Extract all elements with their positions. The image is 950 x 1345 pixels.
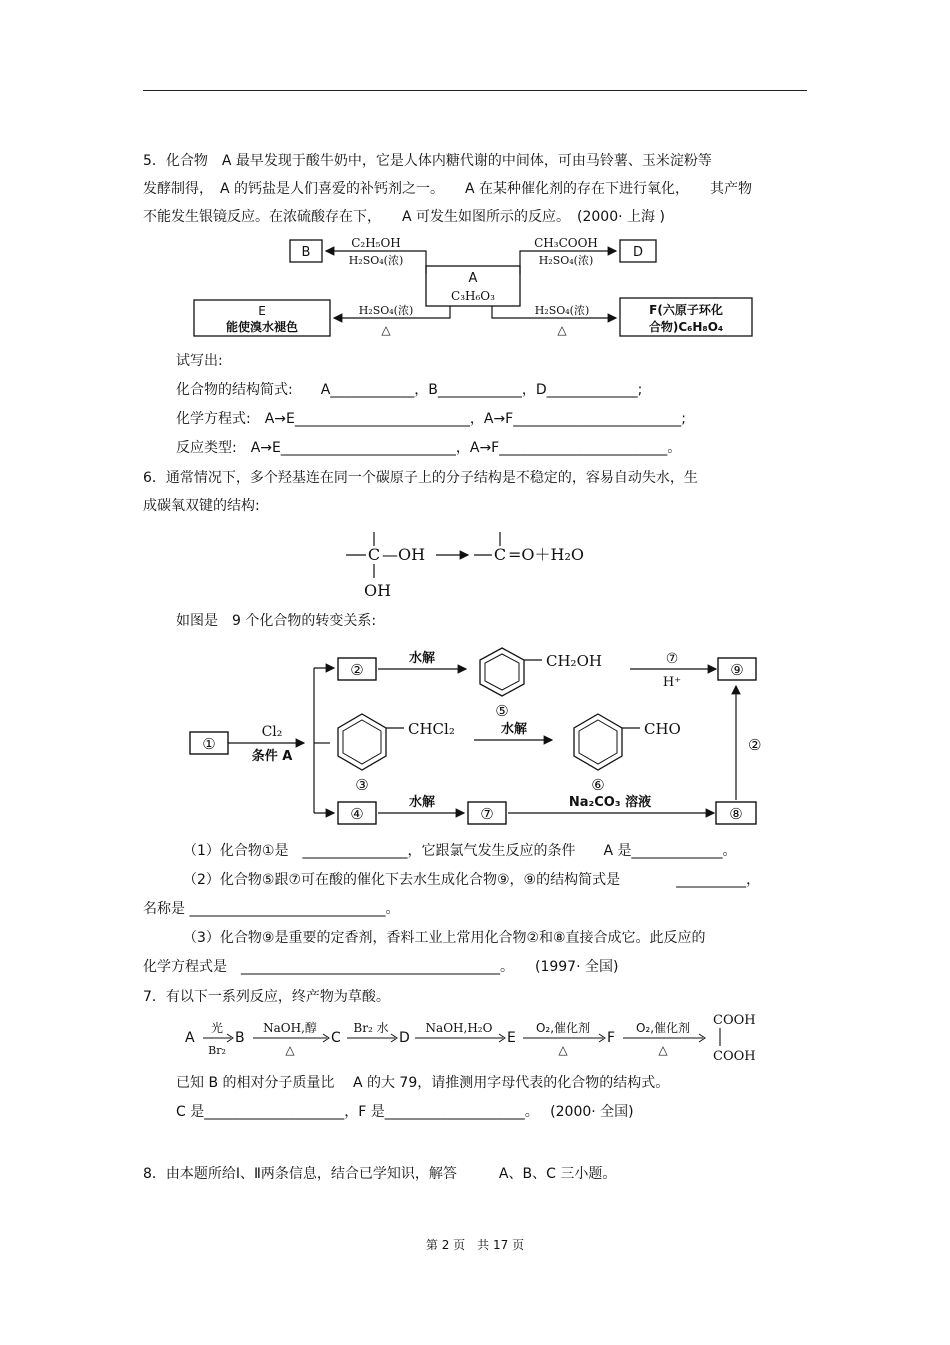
arrow-a-to-b-top: C₂H₅OH <box>351 236 401 250</box>
label-chcl2: CHCl₂ <box>408 720 455 738</box>
q8-line-1: 8．由本题所给Ⅰ、Ⅱ两条信息，结合已学知识，解答 A、B、C 三小题。 <box>143 1166 617 1182</box>
node-9-label: ⑨ <box>730 661 744 679</box>
chain-c: C <box>331 1030 341 1046</box>
q6-line-1: 6．通常情况下，多个羟基连在同一个碳原子上的分子结构是不稳定的，容易自动失水，生 <box>143 470 698 486</box>
q5-type-line: 反应类型: A→E_________________________，A→F________________________。 <box>176 440 682 456</box>
page-footer: 第 2 页 共 17 页 <box>425 1238 525 1252</box>
label-catalyst-7: ⑦ <box>665 651 679 667</box>
box-e-line1: E <box>258 304 266 318</box>
node-3-label: ③ <box>355 776 369 794</box>
box-a-line1: A <box>468 271 478 286</box>
eq-right: =O＋H₂O <box>508 545 585 564</box>
node-2-label: ② <box>350 661 364 679</box>
q5-line-3: 不能发生银镜反应。在浓硫酸存在下， A 可发生如图所示的反应。 (2000· 上海 ) <box>143 209 665 225</box>
header-rule <box>143 90 807 91</box>
label-ch2oh: CH₂OH <box>546 652 602 670</box>
box-e-line2: 能使溴水褪色 <box>225 320 299 334</box>
arrow-a-to-d-top: CH₃COOH <box>534 236 598 250</box>
arrow-a-to-f-bottom: △ <box>557 323 567 337</box>
node-4-label: ④ <box>350 805 364 823</box>
label-reagent-2: ② <box>748 736 762 754</box>
q6-sub-3a: （3）化合物⑨是重要的定香剂，香料工业上常用化合物②和⑧直接合成它。此反应的 <box>183 930 706 946</box>
q5-ask: 试写出: <box>176 353 223 369</box>
label-cl2: Cl₂ <box>261 724 283 740</box>
box-f-line1: F(六原子环化 <box>649 303 723 317</box>
q6-sub-2a: （2）化合物⑤跟⑦可在酸的催化下去水生成化合物⑨，⑨的结构简式是 __________， <box>183 872 761 888</box>
chain-guang: 光 <box>210 1021 224 1035</box>
label-hydrolysis-1: 水解 <box>408 651 436 666</box>
q6-line-2: 成碳氧双键的结构: <box>143 498 260 514</box>
chain-delta-2: △ <box>558 1043 568 1057</box>
chain-cooh-top: COOH <box>713 1013 756 1028</box>
q5-line-1: 5．化合物 A 最早发现于酸牛奶中，它是人体内糖代谢的中间体，可由马铃薯、玉米淀粉等 <box>143 153 712 169</box>
node-8-label: ⑧ <box>729 805 743 823</box>
chain-o2-catalyst-2: O₂,催化剂 <box>635 1021 691 1035</box>
q5-structure-line: 化合物的结构简式: A____________，B____________，D_____________; <box>176 382 643 398</box>
label-hydrolysis-2: 水解 <box>500 722 528 737</box>
q6-sub-3b: 化学方程式是 _____________________________________。 (1997· 全国) <box>143 959 619 975</box>
node-1-label: ① <box>202 735 216 753</box>
svg-text:C: C <box>493 545 507 564</box>
chain-e: E <box>507 1030 516 1046</box>
box-b-label: B <box>301 245 311 260</box>
chain-o2-catalyst-1: O₂,催化剂 <box>535 1021 591 1035</box>
box-f-line2: 合物)C₆H₈O₄ <box>648 320 724 334</box>
arrow-a-to-e-top: H₂SO₄(浓) <box>358 304 414 317</box>
chain-a: A <box>185 1030 195 1046</box>
label-na2co3: Na₂CO₃ 溶液 <box>568 795 652 810</box>
q6-sub-1: （1）化合物①是 _______________，它跟氯气发生反应的条件 A 是_____________。 <box>183 843 737 859</box>
chain-br2-water: Br₂ 水 <box>353 1021 389 1035</box>
q6-transformation-diagram <box>186 640 766 830</box>
q6-intro: 如图是 9 个化合物的转变关系: <box>176 613 377 629</box>
box-a-line2: C₃H₆O₃ <box>451 289 495 303</box>
chain-f: F <box>607 1030 616 1046</box>
node-7-label: ⑦ <box>480 805 494 823</box>
q7-answer: C 是____________________，F 是____________________。 (2000· 全国) <box>176 1104 634 1120</box>
q6-dehydration-equation <box>340 526 620 602</box>
eq-bottom-oh: OH <box>364 581 392 600</box>
label-h-plus: H⁺ <box>662 675 682 690</box>
eq-left-oh: —OH <box>382 545 426 564</box>
label-cho: CHO <box>644 720 681 738</box>
q7-known: 已知 B 的相对分子质量比 A 的大 79，请推测用字母代表的化合物的结构式。 <box>176 1075 670 1091</box>
q5-line-2: 发酵制得， A 的钙盐是人们喜爱的补钙剂之一。 A 在某种催化剂的存在下进行氧化， 其产物 <box>143 181 753 197</box>
chain-delta-1: △ <box>285 1043 295 1057</box>
q7-reaction-chain <box>183 1010 773 1066</box>
svg-text:C: C <box>367 545 381 564</box>
node-6-label: ⑥ <box>591 776 605 794</box>
chain-d: D <box>399 1030 410 1046</box>
node-5-label: ⑤ <box>495 702 509 720</box>
label-hydrolysis-3: 水解 <box>408 795 436 810</box>
chain-naoh-h2o: NaOH,H₂O <box>425 1021 493 1035</box>
chain-cooh-bottom: COOH <box>713 1049 756 1064</box>
arrow-a-to-b-bottom: H₂SO₄(浓) <box>348 254 404 267</box>
arrow-a-to-e-bottom: △ <box>381 323 391 337</box>
q5-reaction-diagram <box>180 234 760 342</box>
q5-equation-line: 化学方程式: A→E_________________________，A→F________________________; <box>176 411 686 427</box>
label-condition-a: 条件 A <box>251 749 293 764</box>
arrow-a-to-d-bottom: H₂SO₄(浓) <box>538 254 594 267</box>
chain-br2: Br₂ <box>208 1044 226 1057</box>
box-d-label: D <box>632 245 644 260</box>
q6-sub-2b: 名称是 ____________________________。 <box>143 901 400 917</box>
chain-naoh-alcohol: NaOH,醇 <box>263 1021 317 1035</box>
chain-b: B <box>235 1030 245 1046</box>
q7-line-1: 7．有以下一系列反应，终产物为草酸。 <box>143 989 390 1005</box>
chain-delta-3: △ <box>658 1043 668 1057</box>
arrow-a-to-f-top: H₂SO₄(浓) <box>534 304 590 317</box>
